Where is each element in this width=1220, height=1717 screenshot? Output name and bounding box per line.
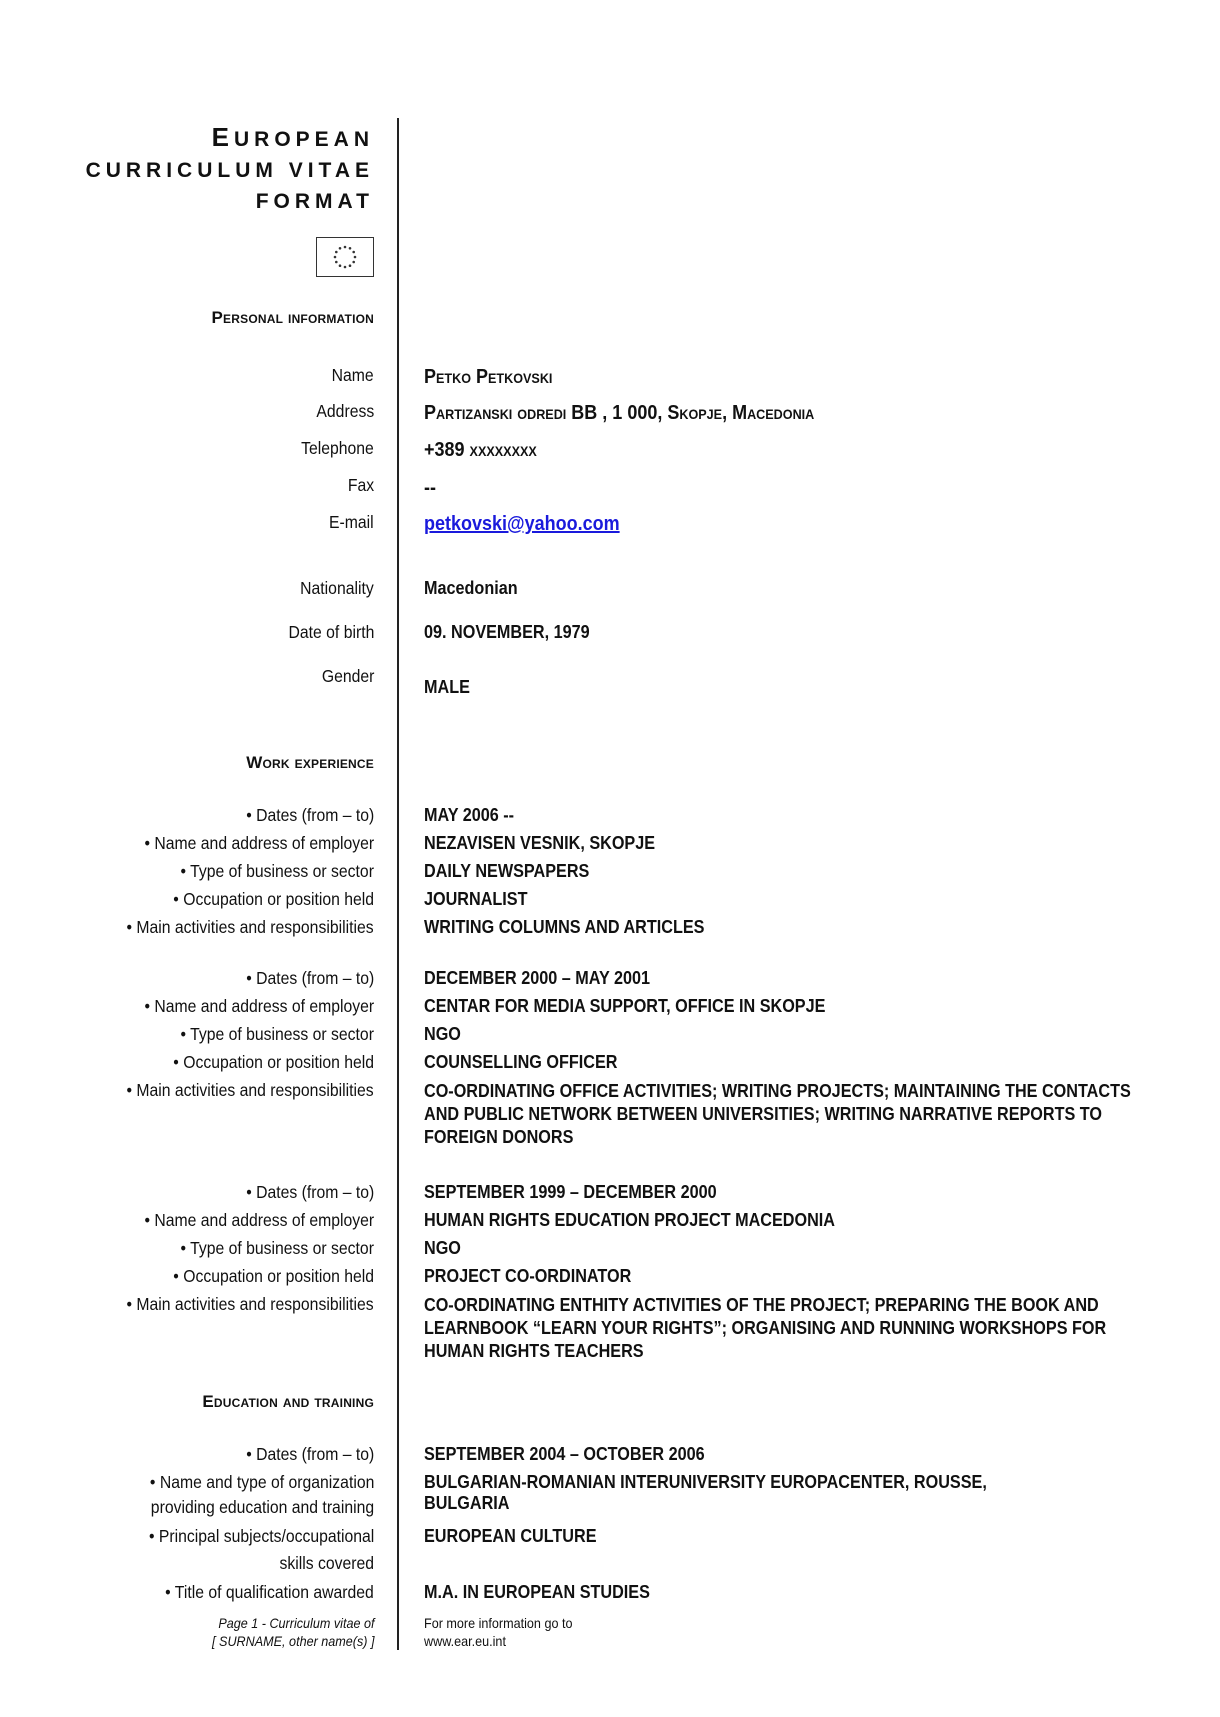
work-1-position-label: • Occupation or position held [173,889,374,909]
name-value: Petko Petkovski [424,366,553,388]
email-link[interactable]: petkovski@yahoo.com [424,513,620,535]
dob-value: 09. NOVEMBER, 1979 [424,622,590,642]
edu-org: BULGARIAN-ROMANIAN INTERUNIVERSITY EUROPACENTER, ROUSSE, BULGARIA [424,1472,987,1513]
footer-info-line1: For more information go to [424,1615,573,1631]
work-1-employer-label: • Name and address of employer [144,833,374,853]
work-1-sector: DAILY NEWSPAPERS [424,861,590,881]
work-2-activities-label: • Main activities and responsibilities [126,1080,374,1100]
work-2-employer-label: • Name and address of employer [144,996,374,1016]
title-line-2: CURRICULUM VITAE [85,159,374,182]
edu-subjects-label-line2: skills covered [279,1553,374,1573]
nationality-value: Macedonian [424,578,518,598]
work-1-activities-label: • Main activities and responsibilities [126,917,374,937]
work-2-dates: DECEMBER 2000 – MAY 2001 [424,968,651,988]
edu-subjects: EUROPEAN CULTURE [424,1526,597,1546]
work-3-employer-label: • Name and address of employer [144,1210,374,1230]
work-3-position: PROJECT CO-ORDINATOR [424,1266,632,1286]
edu-qualification: M.A. IN EUROPEAN STUDIES [424,1582,650,1602]
footer-more-info [424,1614,1072,1650]
work-3-sector: NGO [424,1238,461,1258]
gender-label: Gender [321,666,374,686]
address-value: Partizanski odredi BB , 1 000, Skopje, Macedonia [424,402,815,424]
edu-subjects-label-line1: • Principal subjects/occupational [148,1526,374,1546]
work-1-activities: WRITING COLUMNS AND ARTICLES [424,917,705,937]
edu-dates-label: • Dates (from – to) [245,1444,374,1464]
work-3-dates: SEPTEMBER 1999 – DECEMBER 2000 [424,1182,717,1202]
edu-qualification-label: • Title of qualification awarded [165,1582,374,1602]
column-divider [397,118,399,1650]
address-label: Address [316,401,374,421]
eu-flag-icon [316,237,374,277]
title-line-3: FORMAT [255,190,374,213]
footer-page-info [212,1614,374,1650]
section-education-training: Education and training [202,1392,374,1411]
work-2-position: COUNSELLING OFFICER [424,1052,618,1072]
fax-value: -- [424,477,436,499]
title-line-1: EUROPEAN [211,122,374,152]
footer-page-line1: Page 1 - Curriculum vitae of [217,1615,374,1631]
dob-label: Date of birth [288,622,374,642]
edu-org-label-line2: providing education and training [150,1497,374,1517]
work-3-activities-label: • Main activities and responsibilities [126,1294,374,1314]
work-2-employer: CENTAR FOR MEDIA SUPPORT, OFFICE IN SKOPJE [424,996,826,1016]
footer-page-line2: [ SURNAME, other name(s) ] [211,1633,374,1649]
edu-dates: SEPTEMBER 2004 – OCTOBER 2006 [424,1444,705,1464]
section-work-experience: Work experience [246,753,374,772]
edu-org-label-line1: • Name and type of organization [149,1472,374,1492]
gender-value: MALE [424,677,470,697]
work-3-dates-label: • Dates (from – to) [245,1182,374,1202]
work-2-dates-label: • Dates (from – to) [245,968,374,988]
telephone-label: Telephone [301,438,374,458]
work-3-position-label: • Occupation or position held [173,1266,374,1286]
fax-label: Fax [347,475,374,495]
telephone-value: +389 xxxxxxxx [424,439,537,461]
email-label: E-mail [329,512,374,532]
work-3-sector-label: • Type of business or sector [180,1238,374,1258]
work-1-dates-label: • Dates (from – to) [245,805,374,825]
work-2-sector: NGO [424,1024,461,1044]
work-2-position-label: • Occupation or position held [173,1052,374,1072]
footer-info-link[interactable]: www.ear.eu.int [424,1633,506,1649]
section-personal-information: Personal information [211,308,374,327]
work-3-employer: HUMAN RIGHTS EDUCATION PROJECT MACEDONIA [424,1210,836,1230]
work-1-position: JOURNALIST [424,889,528,909]
nationality-label: Nationality [300,578,374,598]
work-2-activities: CO-ORDINATING OFFICE ACTIVITIES; WRITING PROJECTS; MAINTAINING THE CONTACTS AND PUBLIC NETWORK BETWEEN UNIVERSITIES; WRITING NARRATIVE REPORTS TO FOREIGN DONORS [424,1081,1131,1147]
work-3-activities: CO-ORDINATING ENTHITY ACTIVITIES OF THE PROJECT; PREPARING THE BOOK AND LEARNBOOK “LEARN YOUR RIGHTS”; ORGANISING AND RUNNING WORKSHOPS FOR HUMAN RIGHTS TEACHERS [424,1295,1107,1361]
cv-title [86,122,374,217]
name-label: Name [331,365,374,385]
work-1-dates: MAY 2006 -- [424,805,515,825]
work-2-sector-label: • Type of business or sector [180,1024,374,1044]
work-1-sector-label: • Type of business or sector [180,861,374,881]
work-1-employer: NEZAVISEN VESNIK, SKOPJE [424,833,656,853]
